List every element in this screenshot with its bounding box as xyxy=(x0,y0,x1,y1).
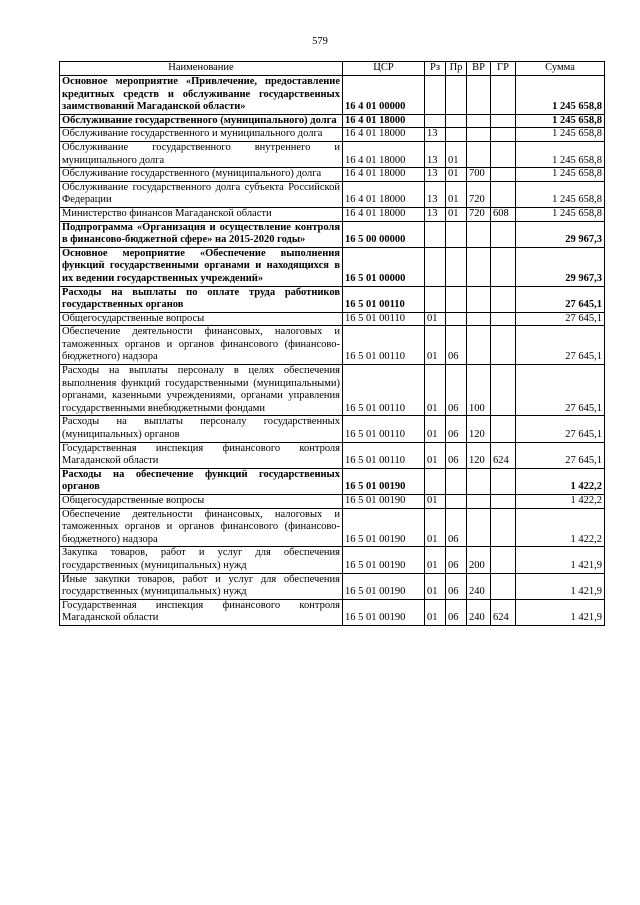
cell-name: Иные закупки товаров, работ и услуг для обеспечения государственных (муниципальных) нужд xyxy=(60,573,343,599)
cell-vr: 120 xyxy=(467,442,491,468)
header-pr: Пр xyxy=(446,62,467,76)
cell-rz: 01 xyxy=(425,442,446,468)
cell-rz: 01 xyxy=(425,508,446,547)
header-csr: ЦСР xyxy=(343,62,425,76)
cell-sum: 1 421,9 xyxy=(516,599,605,625)
cell-sum: 1 245 658,8 xyxy=(516,207,605,221)
cell-vr: 200 xyxy=(467,547,491,573)
cell-vr xyxy=(467,468,491,494)
table-row xyxy=(60,508,605,547)
cell-csr: 16 5 01 00110 xyxy=(343,442,425,468)
cell-name: Основное мероприятие «Обеспечение выполнения функций государственными органами и находящихся в их ведении государственных учреждений» xyxy=(60,247,343,286)
cell-csr: 16 5 01 00110 xyxy=(343,326,425,365)
cell-csr: 16 5 01 00190 xyxy=(343,573,425,599)
cell-csr: 16 5 00 00000 xyxy=(343,221,425,247)
cell-pr xyxy=(446,76,467,115)
cell-sum: 1 421,9 xyxy=(516,547,605,573)
cell-vr: 700 xyxy=(467,168,491,182)
cell-gr xyxy=(491,547,516,573)
cell-pr xyxy=(446,495,467,509)
cell-csr: 16 5 01 00000 xyxy=(343,247,425,286)
table-row xyxy=(60,141,605,167)
cell-pr: 06 xyxy=(446,599,467,625)
cell-rz: 01 xyxy=(425,312,446,326)
cell-csr: 16 4 01 18000 xyxy=(343,168,425,182)
cell-sum: 29 967,3 xyxy=(516,221,605,247)
cell-vr: 240 xyxy=(467,599,491,625)
cell-name: Общегосударственные вопросы xyxy=(60,312,343,326)
table-row xyxy=(60,286,605,312)
cell-vr xyxy=(467,326,491,365)
cell-rz: 01 xyxy=(425,599,446,625)
cell-gr xyxy=(491,128,516,142)
cell-name: Расходы на обеспечение функций государственных органов xyxy=(60,468,343,494)
cell-csr: 16 4 01 18000 xyxy=(343,114,425,128)
cell-csr: 16 5 01 00190 xyxy=(343,468,425,494)
cell-pr xyxy=(446,114,467,128)
table-row xyxy=(60,128,605,142)
cell-vr xyxy=(467,508,491,547)
cell-sum: 1 421,9 xyxy=(516,573,605,599)
table-row xyxy=(60,326,605,365)
table-row xyxy=(60,599,605,625)
header-name: Наименование xyxy=(60,62,343,76)
cell-vr xyxy=(467,221,491,247)
cell-vr xyxy=(467,114,491,128)
cell-sum: 27 645,1 xyxy=(516,442,605,468)
cell-pr xyxy=(446,286,467,312)
cell-sum: 1 422,2 xyxy=(516,495,605,509)
header-sum: Сумма xyxy=(516,62,605,76)
cell-name: Министерство финансов Магаданской области xyxy=(60,207,343,221)
cell-gr xyxy=(491,114,516,128)
header-rz: Рз xyxy=(425,62,446,76)
cell-gr xyxy=(491,181,516,207)
cell-csr: 16 5 01 00110 xyxy=(343,312,425,326)
cell-vr xyxy=(467,247,491,286)
table-body xyxy=(60,76,605,626)
cell-name: Государственная инспекция финансового контроля Магаданской области xyxy=(60,599,343,625)
cell-name: Обслуживание государственного внутреннего и муниципального долга xyxy=(60,141,343,167)
cell-name: Государственная инспекция финансового контроля Магаданской области xyxy=(60,442,343,468)
header-gr: ГР xyxy=(491,62,516,76)
cell-sum: 27 645,1 xyxy=(516,286,605,312)
cell-rz xyxy=(425,468,446,494)
table-row xyxy=(60,168,605,182)
table-row xyxy=(60,573,605,599)
cell-rz: 13 xyxy=(425,128,446,142)
cell-csr: 16 5 01 00110 xyxy=(343,286,425,312)
cell-pr: 06 xyxy=(446,573,467,599)
cell-name: Расходы на выплаты персоналу в целях обеспечения выполнения функций государственными (муниципальными) органами, казенными учреждениями, органами управления государственными внебюджетными фондами xyxy=(60,365,343,416)
cell-rz: 13 xyxy=(425,181,446,207)
cell-gr: 624 xyxy=(491,599,516,625)
cell-rz xyxy=(425,76,446,115)
cell-rz xyxy=(425,221,446,247)
cell-vr: 120 xyxy=(467,416,491,442)
cell-sum: 1 245 658,8 xyxy=(516,114,605,128)
table-row xyxy=(60,416,605,442)
cell-csr: 16 4 01 00000 xyxy=(343,76,425,115)
cell-name: Подпрограмма «Организация и осуществление контроля в финансово-бюджетной сфере» на 2015-2020 годы» xyxy=(60,221,343,247)
cell-rz: 13 xyxy=(425,168,446,182)
cell-pr xyxy=(446,468,467,494)
cell-sum: 1 422,2 xyxy=(516,508,605,547)
cell-gr xyxy=(491,495,516,509)
cell-name: Обслуживание государственного (муниципального) долга xyxy=(60,168,343,182)
table-row xyxy=(60,207,605,221)
table-row xyxy=(60,114,605,128)
cell-vr xyxy=(467,128,491,142)
cell-pr: 06 xyxy=(446,508,467,547)
cell-gr xyxy=(491,312,516,326)
cell-gr xyxy=(491,247,516,286)
cell-gr xyxy=(491,365,516,416)
page-number: 579 xyxy=(312,36,328,47)
cell-gr xyxy=(491,573,516,599)
cell-sum: 27 645,1 xyxy=(516,416,605,442)
cell-rz: 01 xyxy=(425,547,446,573)
cell-rz: 01 xyxy=(425,495,446,509)
cell-rz: 13 xyxy=(425,207,446,221)
cell-pr xyxy=(446,128,467,142)
table-row xyxy=(60,76,605,115)
cell-sum: 1 245 658,8 xyxy=(516,181,605,207)
table-row xyxy=(60,365,605,416)
table-row xyxy=(60,247,605,286)
cell-vr xyxy=(467,312,491,326)
cell-sum: 1 245 658,8 xyxy=(516,128,605,142)
cell-name: Расходы на выплаты по оплате труда работников государственных органов xyxy=(60,286,343,312)
table-row xyxy=(60,547,605,573)
cell-pr: 01 xyxy=(446,181,467,207)
cell-pr: 01 xyxy=(446,168,467,182)
cell-csr: 16 5 01 00190 xyxy=(343,495,425,509)
cell-rz: 01 xyxy=(425,573,446,599)
cell-sum: 1 422,2 xyxy=(516,468,605,494)
cell-pr xyxy=(446,247,467,286)
cell-rz xyxy=(425,247,446,286)
cell-pr: 01 xyxy=(446,207,467,221)
header-vr: ВР xyxy=(467,62,491,76)
cell-csr: 16 5 01 00190 xyxy=(343,547,425,573)
cell-csr: 16 5 01 00190 xyxy=(343,508,425,547)
cell-gr xyxy=(491,468,516,494)
cell-gr: 608 xyxy=(491,207,516,221)
header-row xyxy=(60,62,605,76)
cell-vr xyxy=(467,286,491,312)
cell-name: Расходы на выплаты персоналу государственных (муниципальных) органов xyxy=(60,416,343,442)
cell-pr: 06 xyxy=(446,326,467,365)
budget-table xyxy=(59,61,605,626)
cell-name: Закупка товаров, работ и услуг для обеспечения государственных (муниципальных) нужд xyxy=(60,547,343,573)
cell-sum: 27 645,1 xyxy=(516,312,605,326)
cell-rz: 01 xyxy=(425,365,446,416)
cell-sum: 1 245 658,8 xyxy=(516,76,605,115)
cell-name: Обслуживание государственного и муниципального долга xyxy=(60,128,343,142)
cell-rz: 01 xyxy=(425,326,446,365)
cell-name: Обслуживание государственного долга субъекта Российской Федерации xyxy=(60,181,343,207)
cell-name: Обеспечение деятельности финансовых, налоговых и таможенных органов и органов финансового (финансово-бюджетного) надзора xyxy=(60,508,343,547)
cell-rz xyxy=(425,114,446,128)
cell-vr: 720 xyxy=(467,207,491,221)
cell-pr: 06 xyxy=(446,416,467,442)
cell-csr: 16 5 01 00110 xyxy=(343,365,425,416)
cell-rz: 13 xyxy=(425,141,446,167)
table-row xyxy=(60,181,605,207)
cell-vr xyxy=(467,495,491,509)
cell-pr: 06 xyxy=(446,547,467,573)
cell-sum: 1 245 658,8 xyxy=(516,141,605,167)
cell-pr xyxy=(446,312,467,326)
cell-pr: 01 xyxy=(446,141,467,167)
cell-sum: 27 645,1 xyxy=(516,365,605,416)
cell-pr xyxy=(446,221,467,247)
cell-name: Основное мероприятие «Привлечение, предоставление кредитных средств и обслуживание государственных заимствований Магаданской области» xyxy=(60,76,343,115)
cell-csr: 16 5 01 00190 xyxy=(343,599,425,625)
cell-gr xyxy=(491,76,516,115)
cell-name: Общегосударственные вопросы xyxy=(60,495,343,509)
cell-sum: 1 245 658,8 xyxy=(516,168,605,182)
table-row xyxy=(60,442,605,468)
cell-csr: 16 4 01 18000 xyxy=(343,141,425,167)
cell-gr xyxy=(491,286,516,312)
cell-gr xyxy=(491,416,516,442)
cell-csr: 16 4 01 18000 xyxy=(343,128,425,142)
cell-pr: 06 xyxy=(446,442,467,468)
cell-vr xyxy=(467,141,491,167)
cell-vr: 720 xyxy=(467,181,491,207)
table-row xyxy=(60,312,605,326)
cell-gr xyxy=(491,221,516,247)
cell-rz xyxy=(425,286,446,312)
cell-name: Обеспечение деятельности финансовых, налоговых и таможенных органов и органов финансового (финансово-бюджетного) надзора xyxy=(60,326,343,365)
cell-gr xyxy=(491,326,516,365)
table-row xyxy=(60,468,605,494)
table-row xyxy=(60,221,605,247)
cell-gr xyxy=(491,141,516,167)
cell-rz: 01 xyxy=(425,416,446,442)
cell-gr xyxy=(491,168,516,182)
table-row xyxy=(60,495,605,509)
cell-vr xyxy=(467,76,491,115)
cell-gr: 624 xyxy=(491,442,516,468)
cell-csr: 16 4 01 18000 xyxy=(343,181,425,207)
cell-name: Обслуживание государственного (муниципального) долга xyxy=(60,114,343,128)
cell-csr: 16 4 01 18000 xyxy=(343,207,425,221)
cell-sum: 27 645,1 xyxy=(516,326,605,365)
cell-gr xyxy=(491,508,516,547)
cell-csr: 16 5 01 00110 xyxy=(343,416,425,442)
cell-pr: 06 xyxy=(446,365,467,416)
cell-sum: 29 967,3 xyxy=(516,247,605,286)
cell-vr: 240 xyxy=(467,573,491,599)
cell-vr: 100 xyxy=(467,365,491,416)
